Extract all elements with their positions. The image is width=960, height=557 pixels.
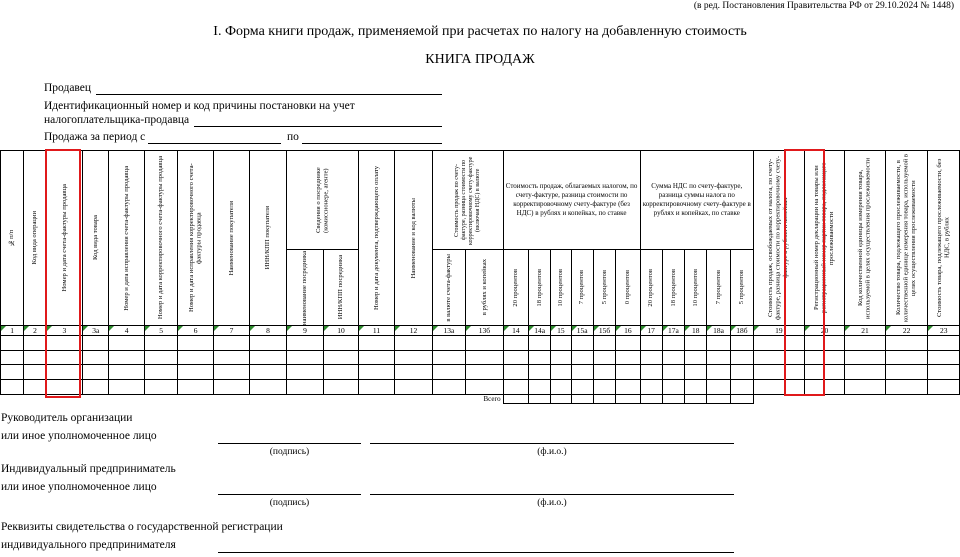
table-cell[interactable] [640, 351, 662, 365]
col-h19: Стоимость продаж, освобождаемых от налога, по счету-фактуре, разница стоимости по корректировочному счету-фактуре в рублях и копейках [754, 151, 805, 326]
table-cell[interactable] [885, 380, 928, 395]
table-cell[interactable] [928, 365, 960, 380]
table-cell[interactable] [358, 365, 394, 380]
inn-label-1: Идентификационный номер и код причины постановки на учет [44, 100, 355, 112]
table-cell[interactable] [466, 336, 504, 351]
column-number: 1 [1, 326, 24, 336]
col-h16: 0 процентов [616, 250, 640, 326]
highlight-column-20 [784, 149, 825, 396]
period-from-field[interactable] [148, 143, 281, 144]
table-cell[interactable] [213, 380, 249, 395]
ip-fio-field[interactable] [370, 494, 734, 495]
table-cell[interactable] [885, 336, 928, 351]
head-sign-field[interactable] [218, 443, 361, 444]
col-h11: Номер и дата документа, подтверждающего оплату [358, 151, 394, 326]
sign-caption: (подпись) [269, 498, 310, 508]
table-cell[interactable] [213, 336, 249, 351]
column-number: 14а [528, 326, 550, 336]
table-cell[interactable] [730, 336, 753, 351]
col-h6: Номер и дата исправления корректировочного счета-фактуры продавца [178, 151, 213, 326]
table-cell[interactable] [528, 380, 550, 395]
column-number: 2 [24, 326, 46, 336]
inn-field[interactable] [194, 126, 442, 127]
col-h23: Стоимость товара, подлежащего прослеживаемости, без НДС, в рублях [928, 151, 960, 326]
table-cell[interactable] [83, 336, 109, 351]
col-h15a: 7 процентов [571, 250, 593, 326]
table-cell[interactable] [466, 380, 504, 395]
table-cell[interactable] [250, 351, 286, 365]
column-number: 18 [685, 326, 707, 336]
col-h17a: 18 процентов [662, 250, 684, 326]
col-h8: ИНН/КПП покупателя [250, 151, 286, 326]
table-cell[interactable] [662, 380, 684, 395]
column-number: 8 [250, 326, 286, 336]
col-h1: №п/п [1, 151, 24, 326]
table-cell[interactable] [466, 351, 504, 365]
column-number: 17а [662, 326, 684, 336]
col-h12: Наименование и код валюты [395, 151, 433, 326]
table-cell[interactable] [616, 351, 640, 365]
table-cell[interactable] [593, 380, 615, 395]
column-number: 15 [551, 326, 571, 336]
table-cell[interactable] [83, 351, 109, 365]
table-cell[interactable] [616, 365, 640, 380]
total-label: Всего [1, 395, 504, 404]
column-number: 9 [286, 326, 324, 336]
table-cell[interactable] [593, 365, 615, 380]
fio-caption: (ф.и.о.) [537, 447, 567, 457]
table-cell[interactable] [358, 380, 394, 395]
table-cell[interactable] [324, 380, 358, 395]
table-cell[interactable] [178, 380, 213, 395]
column-number: 3 [46, 326, 82, 336]
table-cell[interactable] [286, 336, 324, 351]
form-title: I. Форма книги продаж, применяемой при расчетах по налогу на добавленную стоимость [213, 24, 747, 39]
table-cell[interactable] [395, 351, 433, 365]
col-h15: 10 процентов [551, 250, 571, 326]
col-h10: ИНН/КПП посредника [324, 250, 358, 326]
table-cell[interactable] [432, 351, 465, 365]
table-cell[interactable] [551, 365, 571, 380]
ip-label-2: или иное уполномоченное лицо [1, 481, 157, 493]
column-number: 15а [571, 326, 593, 336]
table-cell[interactable] [432, 380, 465, 395]
column-number: 15б [593, 326, 615, 336]
seller-label: Продавец [44, 82, 92, 94]
col-h14a: 18 процентов [528, 250, 550, 326]
table-cell[interactable] [144, 380, 177, 395]
table-cell[interactable] [571, 365, 593, 380]
table-cell[interactable] [24, 336, 46, 351]
table-cell[interactable] [571, 351, 593, 365]
highlight-column-3 [45, 149, 81, 398]
period-label: Продажа за период с [44, 131, 146, 143]
table-cell[interactable] [730, 351, 753, 365]
table-cell[interactable] [640, 365, 662, 380]
table-cell[interactable] [432, 365, 465, 380]
column-number: 23 [928, 326, 960, 336]
col-h4: Номер и дата исправления счета-фактуры продавца [109, 151, 144, 326]
table-cell[interactable] [845, 336, 886, 351]
column-number: 4 [109, 326, 144, 336]
col-h17-18: Сумма НДС по счету-фактуре, разница суммы налога по корректировочному счету-фактуре в рублях и копейках, по ставке [640, 151, 754, 250]
table-cell[interactable] [324, 365, 358, 380]
table-cell[interactable] [593, 351, 615, 365]
table-cell[interactable] [640, 380, 662, 395]
table-cell[interactable] [286, 365, 324, 380]
table-cell[interactable] [83, 380, 109, 395]
period-to-field[interactable] [302, 143, 442, 144]
col-h18: 10 процентов [685, 250, 707, 326]
col-h14: 20 процентов [503, 250, 528, 326]
col-h2: Код вида операции [24, 151, 46, 326]
column-number: 14 [503, 326, 528, 336]
column-number: 18б [730, 326, 753, 336]
table-cell[interactable] [845, 351, 886, 365]
column-number: 18а [707, 326, 730, 336]
table-cell[interactable] [662, 336, 684, 351]
table-cell[interactable] [250, 365, 286, 380]
seller-field[interactable] [96, 94, 442, 95]
column-number: 12 [395, 326, 433, 336]
table-cell[interactable] [24, 351, 46, 365]
column-number: 10 [324, 326, 358, 336]
col-h3: Номер и дата счета-фактуры продавца [46, 151, 82, 326]
table-cell[interactable] [1, 365, 24, 380]
table-cell[interactable] [503, 380, 528, 395]
column-number: 22 [885, 326, 928, 336]
period-to-label: по [287, 131, 299, 143]
column-number: 20 [804, 326, 845, 336]
inn-label-2: налогоплательщика-продавца [44, 114, 190, 126]
col-h13: Стоимость продаж по счету-фактуре, разница стоимости по корректировочному счету-фактуре (включая НДС) в валюте [432, 151, 503, 250]
table-cell[interactable] [395, 336, 433, 351]
head-label-2: или иное уполномоченное лицо [1, 430, 157, 442]
table-cell[interactable] [503, 336, 528, 351]
col-h20: Регистрационный номер декларации на товары или регистрационный номер партии товара, подлежащего прослеживаемости [804, 151, 845, 326]
table-cell[interactable] [707, 380, 730, 395]
table-cell[interactable] [109, 351, 144, 365]
col-h3a: Код вида товара [83, 151, 109, 326]
table-cell[interactable] [845, 365, 886, 380]
ip-sign-field[interactable] [218, 494, 361, 495]
table-cell[interactable] [571, 380, 593, 395]
requisites-label-1: Реквизиты свидетельства о государственной регистрации [1, 521, 283, 533]
table-cell[interactable] [662, 351, 684, 365]
table-cell[interactable] [286, 380, 324, 395]
table-cell[interactable] [109, 365, 144, 380]
head-fio-field[interactable] [370, 443, 734, 444]
col-h15b: 5 процентов [593, 250, 615, 326]
table-cell[interactable] [730, 380, 753, 395]
column-number: 13б [466, 326, 504, 336]
column-number: 6 [178, 326, 213, 336]
col-h17: 20 процентов [640, 250, 662, 326]
column-number: 16 [616, 326, 640, 336]
table-cell[interactable] [928, 336, 960, 351]
table-cell[interactable] [178, 351, 213, 365]
table-cell[interactable] [144, 336, 177, 351]
col-h18a: 7 процентов [707, 250, 730, 326]
table-cell[interactable] [213, 365, 249, 380]
head-label-1: Руководитель организации [1, 412, 133, 424]
table-cell[interactable] [845, 380, 886, 395]
col-h9-10: Сведения о посреднике (комиссионере, агенте) [286, 151, 358, 250]
column-number: 21 [845, 326, 886, 336]
table-cell[interactable] [528, 351, 550, 365]
table-cell[interactable] [324, 351, 358, 365]
table-cell[interactable] [178, 336, 213, 351]
col-h14-16: Стоимость продаж, облагаемых налогом, по счету-фактуре, разница стоимости по корректировочному счету-фактуре (без НДС) в рублях и копейках, по ставке [503, 151, 640, 250]
edition-note: (в ред. Постановления Правительства РФ от 29.10.2024 № 1448) [693, 1, 954, 11]
col-h13b: в рублях и копейках [466, 250, 504, 326]
table-cell[interactable] [551, 380, 571, 395]
table-cell[interactable] [358, 351, 394, 365]
table-cell[interactable] [144, 351, 177, 365]
table-cell[interactable] [24, 365, 46, 380]
table-cell[interactable] [395, 380, 433, 395]
table-cell[interactable] [178, 365, 213, 380]
table-cell[interactable] [324, 336, 358, 351]
col-h9: наименование посредника [286, 250, 324, 326]
table-cell[interactable] [109, 336, 144, 351]
table-cell[interactable] [685, 336, 707, 351]
table-cell[interactable] [528, 336, 550, 351]
fio-caption: (ф.и.о.) [537, 498, 567, 508]
table-cell[interactable] [707, 365, 730, 380]
table-cell[interactable] [616, 336, 640, 351]
sign-caption: (подпись) [269, 447, 310, 457]
table-cell[interactable] [928, 380, 960, 395]
table-cell[interactable] [571, 336, 593, 351]
column-number: 17 [640, 326, 662, 336]
table-cell[interactable] [640, 336, 662, 351]
table-cell[interactable] [358, 336, 394, 351]
table-cell[interactable] [1, 351, 24, 365]
table-cell[interactable] [250, 380, 286, 395]
table-cell[interactable] [109, 380, 144, 395]
table-cell[interactable] [662, 365, 684, 380]
requisites-label-2: индивидуального предпринимателя [1, 539, 176, 551]
table-cell[interactable] [250, 336, 286, 351]
table-cell[interactable] [24, 380, 46, 395]
requisites-field[interactable] [218, 552, 734, 553]
ip-label-1: Индивидуальный предприниматель [1, 463, 176, 475]
column-number: 11 [358, 326, 394, 336]
table-cell[interactable] [928, 351, 960, 365]
table-cell[interactable] [213, 351, 249, 365]
table-cell[interactable] [707, 336, 730, 351]
column-number: 13а [432, 326, 465, 336]
column-number: 7 [213, 326, 249, 336]
table-cell[interactable] [144, 365, 177, 380]
table-cell[interactable] [466, 365, 504, 380]
table-cell[interactable] [730, 365, 753, 380]
table-cell[interactable] [593, 336, 615, 351]
col-h22: Количество товара, подлежащего прослеживаемости, в количественной единице измерения товара, используемой в целях осуществления прослеживаемости [885, 151, 928, 326]
table-cell[interactable] [551, 336, 571, 351]
col-h21: Код количественной единицы измерения товара, используемой в целях осуществления прослеживаемости [845, 151, 886, 326]
table-cell[interactable] [885, 351, 928, 365]
column-number: 3а [83, 326, 109, 336]
table-cell[interactable] [503, 365, 528, 380]
col-h13a: в валюте счета-фактуры [432, 250, 465, 326]
table-cell[interactable] [616, 380, 640, 395]
table-cell[interactable] [395, 365, 433, 380]
col-h7: Наименование покупателя [213, 151, 249, 326]
table-cell[interactable] [685, 365, 707, 380]
table-cell[interactable] [685, 351, 707, 365]
col-h5: Номер и дата корректировочного счета-фактуры продавца [144, 151, 177, 326]
table-cell[interactable] [1, 380, 24, 395]
table-cell[interactable] [1, 336, 24, 351]
table-cell[interactable] [685, 380, 707, 395]
book-title: КНИГА ПРОДАЖ [425, 52, 535, 67]
table-cell[interactable] [83, 365, 109, 380]
table-cell[interactable] [707, 351, 730, 365]
table-cell[interactable] [286, 351, 324, 365]
table-cell[interactable] [551, 351, 571, 365]
column-number: 19 [754, 326, 805, 336]
table-cell[interactable] [503, 351, 528, 365]
column-number: 5 [144, 326, 177, 336]
col-h18b: 5 процентов [730, 250, 753, 326]
table-cell[interactable] [885, 365, 928, 380]
table-cell[interactable] [528, 365, 550, 380]
table-cell[interactable] [432, 336, 465, 351]
